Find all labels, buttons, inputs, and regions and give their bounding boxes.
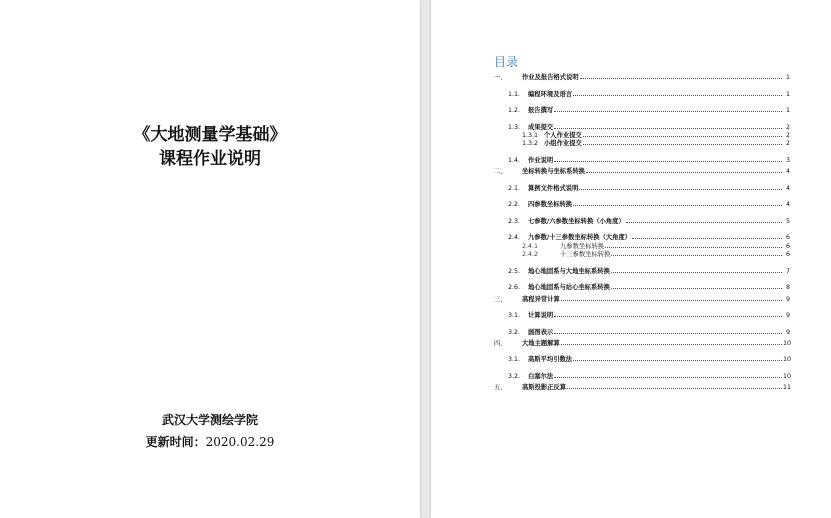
toc-entry-title: 四参数坐标转换 — [528, 201, 573, 209]
toc-entry-page: 10 — [783, 372, 792, 380]
toc-leader-dots — [561, 295, 782, 301]
toc-entry-title: 计算说明 — [528, 312, 554, 320]
toc-entry-title: 报告撰写 — [528, 107, 554, 114]
toc-leader-dots — [554, 123, 782, 129]
toc-leader-dots — [561, 339, 782, 345]
toc-leader-dots — [573, 355, 782, 361]
toc-leader-dots — [611, 250, 782, 256]
toc-entry-title: 十三参数坐标转换 — [560, 251, 611, 259]
toc-entry-page: 1 — [785, 74, 790, 81]
update-date — [0, 433, 420, 450]
toc-entry-title: 算例文件格式说明 — [528, 184, 579, 192]
toc-leader-dots — [554, 311, 782, 317]
toc-entry-page: 8 — [785, 284, 790, 292]
toc-entry[interactable] — [494, 90, 790, 98]
toc-entry-number: 2.6. — [508, 284, 521, 292]
toc-page — [431, 0, 831, 518]
toc-entry[interactable] — [494, 311, 790, 319]
toc-entry-page: 6 — [785, 251, 790, 259]
toc-entry-page: 2 — [785, 131, 790, 139]
toc-entry[interactable] — [494, 339, 790, 347]
toc-entry-title: 个人作业提交 — [544, 131, 582, 139]
toc-leader-dots — [583, 139, 782, 145]
toc-entry-title: 作业说明 — [528, 156, 554, 164]
toc-entry-title: 编程环境及语言 — [528, 90, 573, 98]
toc-leader-dots — [611, 267, 782, 273]
toc-entry-title: 地心地固系与站心坐标系转换 — [528, 284, 610, 292]
toc-leader-dots — [583, 131, 782, 137]
toc-entry-title: 大地主题解算 — [522, 339, 560, 347]
toc-entry-page: 4 — [785, 201, 790, 209]
toc-entry-page: 4 — [785, 184, 790, 192]
toc-entry-number: 一、 — [494, 74, 507, 81]
toc-entry[interactable] — [494, 73, 790, 81]
toc-entry-number: 3.1. — [508, 356, 521, 364]
toc-entry-title: 坐标转换与坐标系转换 — [522, 168, 585, 176]
toc-entry-page: 1 — [785, 107, 790, 114]
toc-entry-page: 2 — [785, 123, 790, 131]
toc-entry-page: 10 — [783, 356, 792, 364]
toc-entry-number: 二、 — [494, 168, 507, 176]
toc-entry[interactable] — [494, 383, 790, 391]
toc-entry-number: 2.4.2 — [522, 251, 539, 259]
toc-entry[interactable] — [494, 131, 790, 139]
toc-entry-title: 高程异常计算 — [522, 295, 560, 303]
toc-entry-number: 1.3.1 — [522, 131, 539, 139]
toc-entry[interactable] — [494, 123, 790, 131]
toc-entry-title: 地心地固系与大地坐标系转换 — [528, 267, 610, 275]
toc-entry[interactable] — [494, 139, 790, 147]
toc-leader-dots — [605, 242, 782, 248]
table-of-contents — [494, 73, 790, 391]
document-subtitle: 课程作业说明 — [159, 149, 261, 169]
toc-entry[interactable] — [494, 156, 790, 164]
toc-entry-title: 高斯平均引数法 — [528, 356, 573, 364]
toc-entry-number: 3.1. — [508, 312, 521, 320]
toc-entry-number: 2.3. — [508, 217, 521, 225]
toc-leader-dots — [586, 167, 782, 173]
toc-entry-number: 1.3.2 — [522, 140, 539, 148]
toc-entry[interactable] — [494, 184, 790, 192]
toc-entry-number: 3.2. — [508, 372, 521, 380]
toc-entry-number: 三、 — [494, 295, 507, 303]
toc-entry-page: 7 — [785, 267, 790, 275]
toc-leader-dots — [554, 328, 782, 334]
toc-leader-dots — [573, 200, 782, 206]
toc-leader-dots — [554, 156, 782, 162]
toc-entry-number: 四、 — [494, 339, 507, 347]
toc-entry-number: 2.5. — [508, 267, 521, 275]
toc-leader-dots — [580, 73, 782, 79]
toc-entry-number: 1.3. — [508, 123, 521, 131]
toc-entry-title: 九参数/十三参数坐标转换（大角度） — [528, 234, 632, 242]
toc-entry[interactable] — [494, 200, 790, 208]
toc-entry-page: 9 — [785, 295, 790, 303]
toc-entry-page: 5 — [785, 217, 790, 225]
toc-entry-page: 2 — [785, 140, 790, 148]
toc-entry-number: 2.2. — [508, 201, 521, 209]
toc-entry-page: 6 — [785, 234, 790, 242]
toc-leader-dots — [554, 106, 782, 112]
toc-entry[interactable] — [494, 283, 790, 291]
toc-entry-page: 9 — [785, 328, 790, 336]
toc-entry-number: 2.4. — [508, 234, 521, 242]
toc-entry-page: 9 — [785, 312, 790, 320]
update-value: 2020.02.29 — [205, 435, 275, 449]
institution-name: 武汉大学测绘学院 — [161, 413, 258, 427]
toc-entry-title: 高斯投影正反算 — [522, 384, 567, 392]
toc-entry-number: 1.2. — [508, 107, 521, 114]
toc-leader-dots — [573, 90, 782, 96]
toc-entry[interactable] — [494, 167, 790, 175]
toc-entry-page: 11 — [783, 384, 792, 392]
toc-entry-number: 1.4. — [508, 156, 521, 164]
toc-entry-number: 3.2. — [508, 328, 521, 336]
toc-entry-page: 3 — [785, 156, 790, 164]
toc-entry-title: 小组作业提交 — [544, 140, 582, 148]
toc-entry-number: 2.4.1 — [522, 242, 539, 250]
toc-entry-title: 画图表示 — [528, 328, 554, 336]
toc-leader-dots — [567, 383, 782, 389]
update-label: 更新时间： — [145, 435, 206, 449]
toc-entry-page: 10 — [783, 339, 792, 347]
document-title: 《大地测量学基础》 — [133, 125, 287, 145]
toc-leader-dots — [579, 184, 782, 190]
toc-entry[interactable] — [494, 233, 790, 241]
toc-entry[interactable] — [494, 217, 790, 225]
toc-entry-page: 6 — [785, 242, 790, 250]
toc-leader-dots — [611, 283, 782, 289]
toc-entry-title: 成果提交 — [528, 123, 554, 131]
toc-entry-title: 白塞尔法 — [528, 372, 554, 380]
toc-entry[interactable] — [494, 295, 790, 303]
toc-entry[interactable] — [494, 267, 790, 275]
toc-entry-title: 作业及报告格式说明 — [522, 74, 579, 81]
toc-entry-title: 九参数坐标转换 — [560, 242, 605, 250]
toc-entry-page: 1 — [785, 90, 790, 98]
toc-entry-number: 五、 — [494, 384, 507, 392]
toc-entry-title: 七参数/六参数坐标转换（小角度） — [528, 217, 625, 225]
toc-entry[interactable] — [494, 372, 790, 380]
toc-leader-dots — [632, 233, 782, 239]
toc-heading: 目录 — [494, 55, 519, 69]
toc-entry-number: 2.1. — [508, 184, 521, 192]
toc-entry[interactable] — [494, 250, 790, 258]
toc-entry-page: 4 — [785, 168, 790, 176]
toc-entry-number: 1.1. — [508, 90, 521, 98]
toc-entry[interactable] — [494, 106, 790, 114]
toc-entry[interactable] — [494, 355, 790, 363]
toc-entry[interactable] — [494, 328, 790, 336]
toc-leader-dots — [626, 217, 782, 223]
toc-leader-dots — [554, 372, 782, 378]
toc-entry[interactable] — [494, 242, 790, 250]
